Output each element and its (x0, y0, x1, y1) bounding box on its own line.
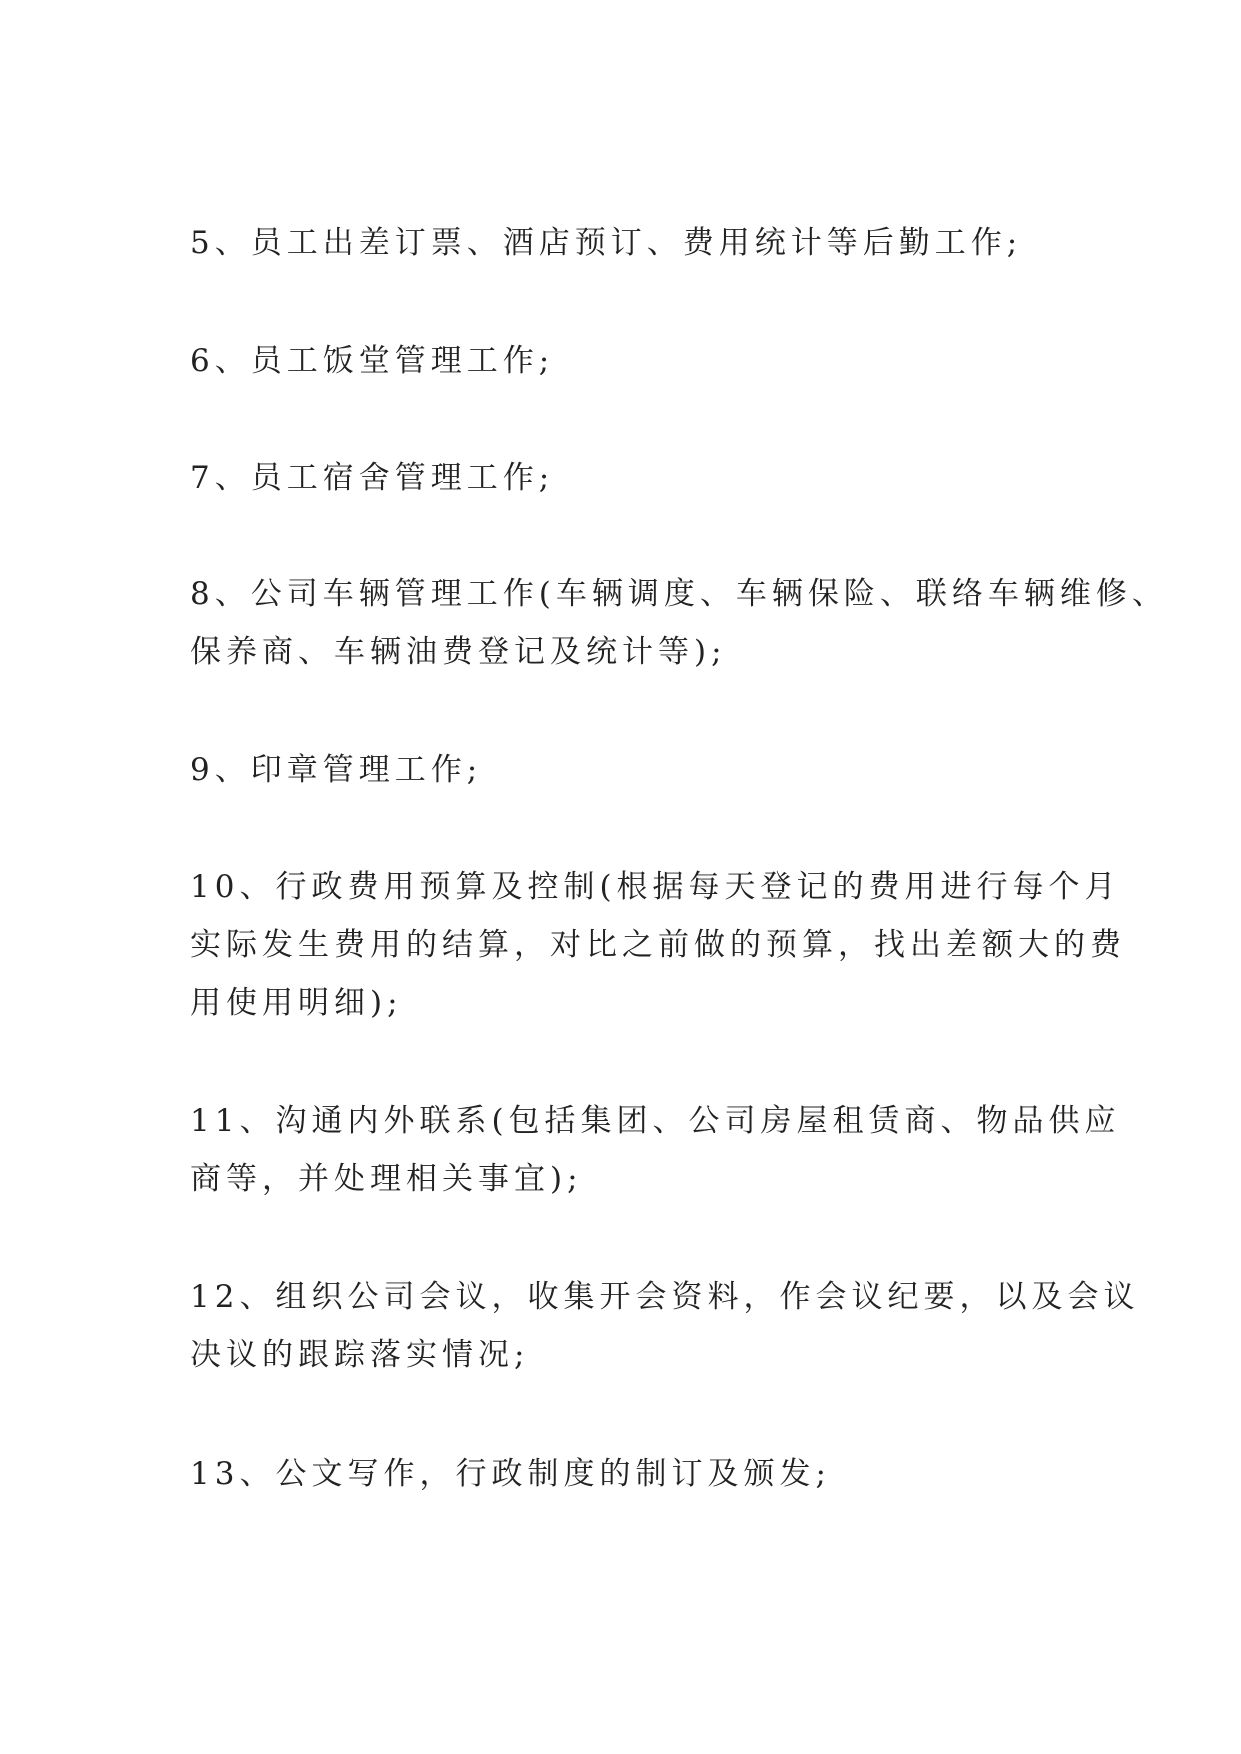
list-item-line: 7、员工宿舍管理工作; (190, 460, 555, 496)
list-item-line: 9、印章管理工作; (190, 752, 483, 788)
list-item-line: 决议的跟踪落实情况; (190, 1337, 530, 1373)
list-item (190, 741, 1060, 799)
list-item-line: 实际发生费用的结算，对比之前做的预算，找出差额大的费 (190, 927, 1126, 963)
list-item (190, 1445, 1060, 1503)
list-item-line: 8、公司车辆管理工作(车辆调度、车辆保险、联络车辆维修、 (190, 576, 1168, 612)
list-item-line: 商等，并处理相关事宜); (190, 1161, 583, 1197)
list-item-line: 保养商、车辆油费登记及统计等); (190, 634, 727, 670)
list-item (190, 1268, 1140, 1384)
list-item-line: 5、员工出差订票、酒店预订、费用统计等后勤工作; (190, 225, 1023, 261)
list-item (190, 214, 1060, 272)
list-item-line: 10、行政费用预算及控制(根据每天登记的费用进行每个月 (190, 869, 1121, 905)
list-item-line: 11、沟通内外联系(包括集团、公司房屋租赁商、物品供应 (190, 1103, 1121, 1139)
list-item (190, 565, 1168, 681)
list-item (190, 858, 1126, 1032)
list-item-line: 13、公文写作，行政制度的制订及颁发; (190, 1456, 831, 1492)
list-item (190, 449, 1060, 507)
list-item-line: 6、员工饭堂管理工作; (190, 343, 555, 379)
list-item (190, 1092, 1121, 1208)
list-item-line: 用使用明细); (190, 985, 403, 1021)
list-item (190, 332, 1060, 390)
list-item-line: 12、组织公司会议，收集开会资料，作会议纪要，以及会议 (190, 1279, 1140, 1315)
